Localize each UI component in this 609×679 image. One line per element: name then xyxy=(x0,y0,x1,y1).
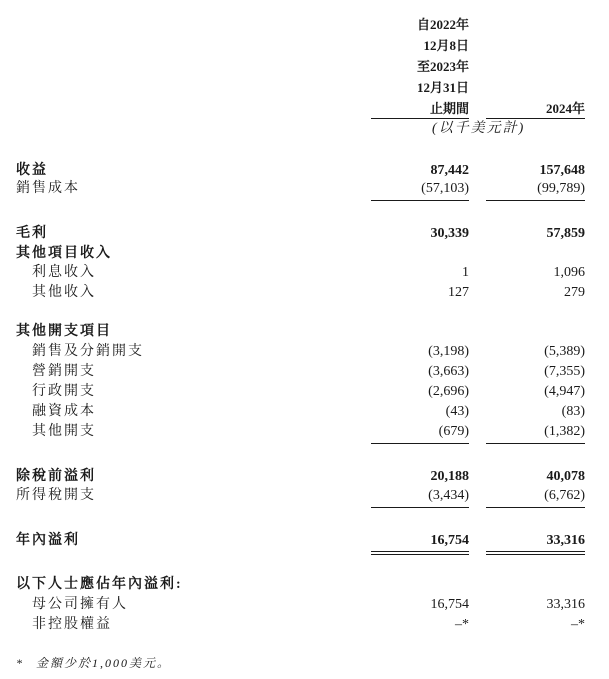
other-income-heading: 其他項目收入 xyxy=(16,246,112,261)
cost-of-sales-label: 銷售成本 xyxy=(16,181,80,196)
admin-expenses-label: 行政開支 xyxy=(32,384,96,399)
period1-header-line-2: 12月8日 xyxy=(423,38,469,53)
non-controlling-2024: –* xyxy=(571,617,585,632)
rule-col2 xyxy=(486,443,585,444)
gross-profit-2024: 57,859 xyxy=(546,226,585,241)
other-expenses-2024: (1,382) xyxy=(544,424,585,439)
gross-profit-label: 毛利 xyxy=(16,226,48,241)
profit-for-year-2024: 33,316 xyxy=(546,533,585,548)
selling-distribution-2024: (5,389) xyxy=(544,344,585,359)
footnote-text: 金額少於1,000美元。 xyxy=(36,656,172,670)
double-rule-col2-bottom xyxy=(486,554,585,555)
gross-profit-2023: 30,339 xyxy=(430,226,469,241)
selling-distribution-2023: (3,198) xyxy=(428,344,469,359)
revenue-2024: 157,648 xyxy=(539,163,585,178)
double-rule-col2-top xyxy=(486,551,585,552)
admin-expenses-2024: (4,947) xyxy=(544,384,585,399)
revenue-label: 收益 xyxy=(16,163,48,178)
interest-income-2024: 1,096 xyxy=(553,265,585,280)
owners-of-parent-2023: 16,754 xyxy=(430,597,469,612)
header-rule-col2 xyxy=(486,118,585,119)
profit-before-tax-label: 除稅前溢利 xyxy=(16,469,96,484)
income-tax-label: 所得稅開支 xyxy=(16,488,96,503)
interest-income-label: 利息收入 xyxy=(32,265,96,280)
unit-label: (以千美元計) xyxy=(432,121,526,136)
profit-before-tax-2024: 40,078 xyxy=(546,469,585,484)
period1-header-line-5: 止期間 xyxy=(429,101,469,116)
interest-income-2023: 1 xyxy=(462,265,469,280)
profit-for-year-2023: 16,754 xyxy=(430,533,469,548)
operating-expenses-label: 營銷開支 xyxy=(32,364,96,379)
cost-of-sales-2023: (57,103) xyxy=(421,181,469,196)
rule-col1 xyxy=(371,200,469,201)
non-controlling-2023: –* xyxy=(455,617,469,632)
operating-expenses-2023: (3,663) xyxy=(428,364,469,379)
header-rule-col1 xyxy=(371,118,469,119)
non-controlling-label: 非控股權益 xyxy=(32,617,112,632)
revenue-2023: 87,442 xyxy=(430,163,469,178)
period1-header-line-1: 自2022年 xyxy=(416,17,469,32)
double-rule-col1-top xyxy=(371,551,469,552)
profit-before-tax-2023: 20,188 xyxy=(430,469,469,484)
other-income-label: 其他收入 xyxy=(32,285,96,300)
rule-col2 xyxy=(486,200,585,201)
period1-header-line-4: 12月31日 xyxy=(416,80,469,95)
other-income-2024: 279 xyxy=(564,285,585,300)
operating-expenses-2024: (7,355) xyxy=(544,364,585,379)
rule-col2 xyxy=(486,507,585,508)
finance-costs-label: 融資成本 xyxy=(32,404,96,419)
owners-of-parent-2024: 33,316 xyxy=(546,597,585,612)
period1-header-line-3: 至2023年 xyxy=(416,59,469,74)
other-expenses-2023: (679) xyxy=(438,424,469,439)
owners-of-parent-label: 母公司擁有人 xyxy=(32,597,128,612)
period2-header: 2024年 xyxy=(545,101,585,116)
attributable-heading: 以下人士應佔年內溢利: xyxy=(16,577,183,592)
other-expenses-heading: 其他開支項目 xyxy=(16,324,112,339)
other-expenses-label: 其他開支 xyxy=(32,424,96,439)
finance-costs-2024: (83) xyxy=(561,404,585,419)
rule-col1 xyxy=(371,507,469,508)
profit-for-year-label: 年內溢利 xyxy=(16,533,80,548)
selling-distribution-label: 銷售及分銷開支 xyxy=(32,344,144,359)
income-tax-2023: (3,434) xyxy=(428,488,469,503)
footnote-marker: * xyxy=(16,656,22,670)
other-income-2023: 127 xyxy=(448,285,469,300)
finance-costs-2023: (43) xyxy=(445,404,469,419)
admin-expenses-2023: (2,696) xyxy=(428,384,469,399)
rule-col1 xyxy=(371,443,469,444)
double-rule-col1-bottom xyxy=(371,554,469,555)
income-tax-2024: (6,762) xyxy=(544,488,585,503)
cost-of-sales-2024: (99,789) xyxy=(537,181,585,196)
